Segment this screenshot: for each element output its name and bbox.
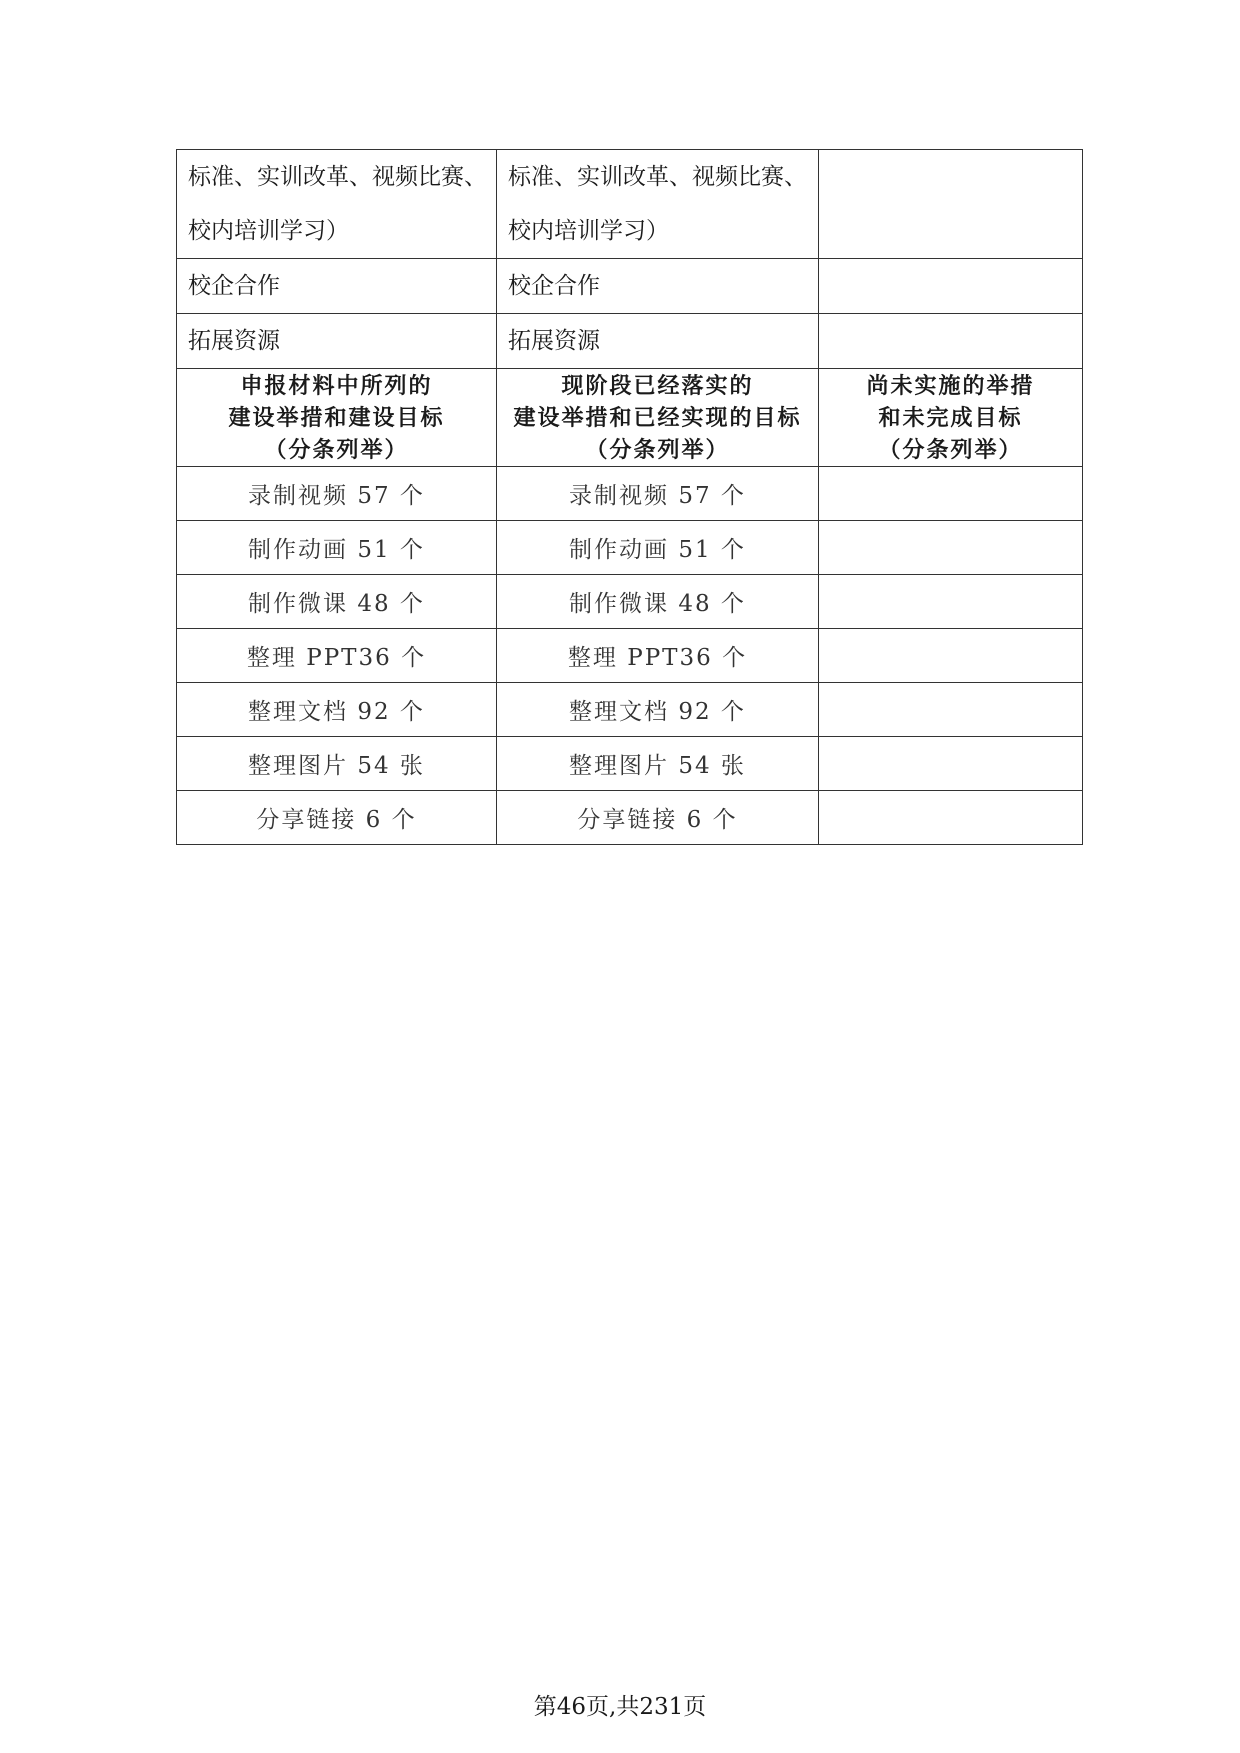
pending-cell [819, 259, 1083, 314]
header-completed [497, 369, 819, 467]
table-row [177, 259, 1083, 314]
table-row [177, 575, 1083, 629]
planned-cell: 整理文档 92 个 [177, 683, 497, 737]
pending-cell [819, 683, 1083, 737]
header-line: （分条列举） [264, 436, 409, 463]
planned-cell [177, 314, 497, 369]
completed-cell: 整理图片 54 张 [497, 737, 819, 791]
cell-line: 拓展资源 [508, 328, 600, 354]
completed-cell [497, 314, 819, 369]
cell-line: 校企合作 [188, 273, 280, 299]
pending-cell [819, 314, 1083, 369]
pending-cell [819, 575, 1083, 629]
pending-cell [819, 791, 1083, 845]
cell-line: 校内培训学习） [188, 218, 349, 244]
completed-cell: 制作动画 51 个 [497, 521, 819, 575]
table-row [177, 791, 1083, 845]
planned-cell: 整理图片 54 张 [177, 737, 497, 791]
table-row [177, 521, 1083, 575]
planned-cell: 分享链接 6 个 [177, 791, 497, 845]
table-row [177, 467, 1083, 521]
page-number: 第46页,共231页 [533, 1694, 707, 1720]
header-line: 尚未实施的举措 [866, 372, 1035, 399]
completed-cell: 录制视频 57 个 [497, 467, 819, 521]
cell-line: 校内培训学习） [508, 218, 669, 244]
header-line: 建设举措和已经实现的目标 [513, 404, 802, 431]
cell-line: 拓展资源 [188, 328, 280, 354]
header-line: 申报材料中所列的 [240, 372, 433, 399]
pending-cell [819, 629, 1083, 683]
header-pending [819, 369, 1083, 467]
table-row [177, 150, 1083, 259]
planned-cell: 录制视频 57 个 [177, 467, 497, 521]
completed-cell: 分享链接 6 个 [497, 791, 819, 845]
planned-cell [177, 259, 497, 314]
cell-line: 标准、实训改革、视频比赛、 [188, 164, 487, 190]
completed-cell: 整理文档 92 个 [497, 683, 819, 737]
header-line: （分条列举） [878, 436, 1023, 463]
planned-cell [177, 150, 497, 259]
table-row [177, 629, 1083, 683]
header-line: 建设举措和建设目标 [228, 404, 445, 431]
completed-cell: 整理 PPT36 个 [497, 629, 819, 683]
pending-cell [819, 737, 1083, 791]
pending-cell [819, 521, 1083, 575]
table-row [177, 314, 1083, 369]
table-header-row [177, 369, 1083, 467]
header-line: 和未完成目标 [878, 404, 1023, 431]
planned-cell: 制作动画 51 个 [177, 521, 497, 575]
planned-cell: 制作微课 48 个 [177, 575, 497, 629]
completed-cell [497, 259, 819, 314]
pending-cell [819, 467, 1083, 521]
table-row [177, 683, 1083, 737]
construction-progress-table [176, 149, 1083, 845]
cell-line: 校企合作 [508, 273, 600, 299]
header-planned [177, 369, 497, 467]
table-row [177, 737, 1083, 791]
cell-line: 标准、实训改革、视频比赛、 [508, 164, 807, 190]
completed-cell [497, 150, 819, 259]
completed-cell: 制作微课 48 个 [497, 575, 819, 629]
pending-cell [819, 150, 1083, 259]
planned-cell: 整理 PPT36 个 [177, 629, 497, 683]
header-line: 现阶段已经落实的 [561, 372, 754, 399]
header-line: （分条列举） [585, 436, 730, 463]
